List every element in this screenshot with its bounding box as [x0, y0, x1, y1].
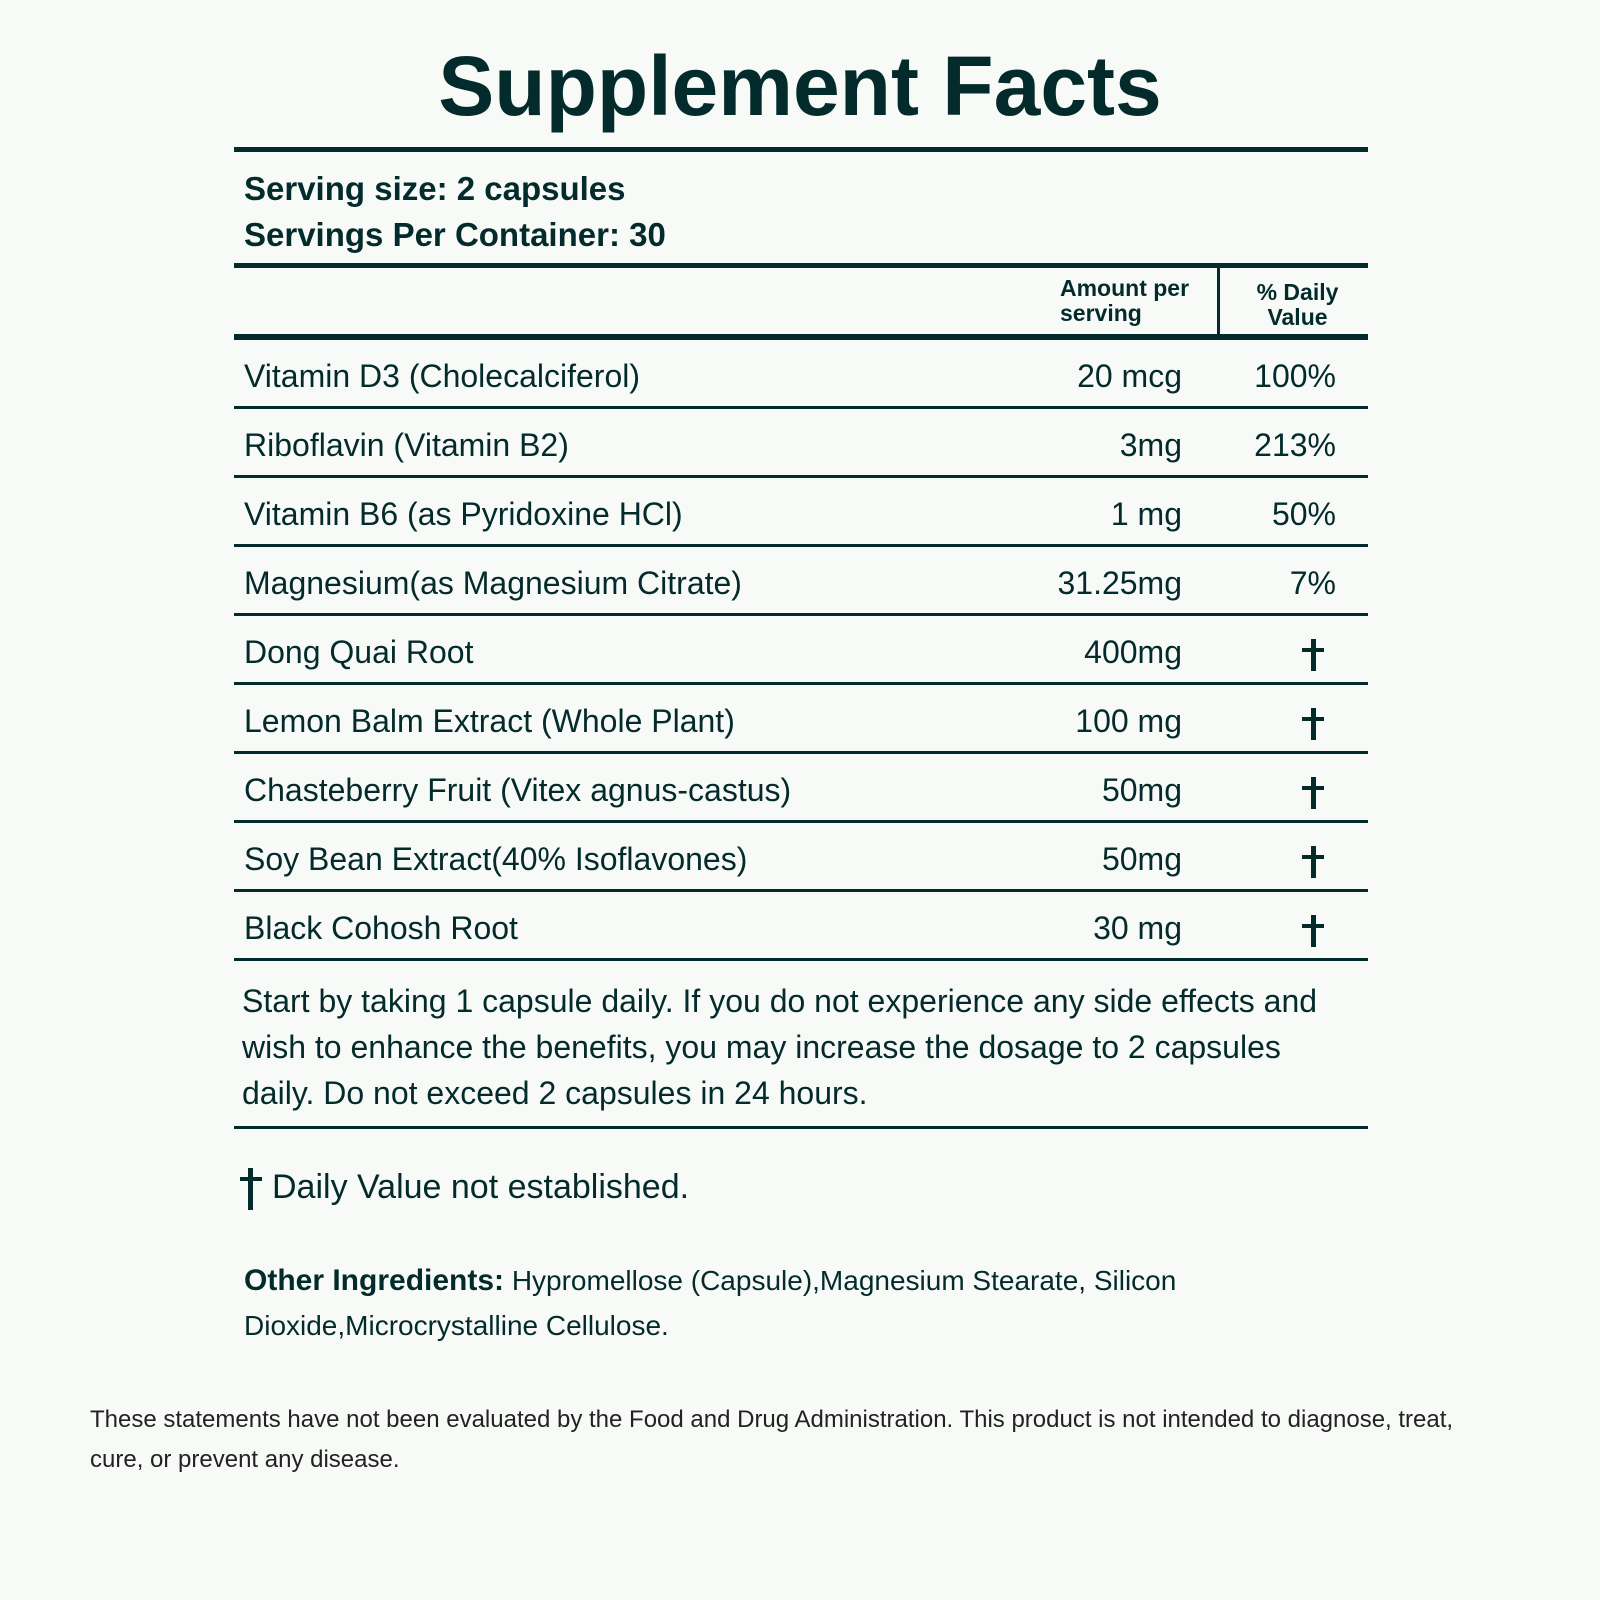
daily-value: 7% — [1289, 565, 1336, 601]
daily-value-cell — [1186, 358, 1336, 395]
ingredient-name: Soy Bean Extract(40% Isoflavones) — [244, 841, 748, 877]
table-row — [234, 685, 1368, 754]
other-ingredients-text: Hypromellose (Capsule),Magnesium Stearate, Silicon Dioxide,Microcrystalline Cellulose. — [244, 1265, 1177, 1341]
disclaimer: These statements have not been evaluated by the Food and Drug Administration. This product is not intended to diagnose, treat, cure, or prevent any disease. — [90, 1406, 1454, 1473]
other-ingredients-label: Other Ingredients: — [244, 1264, 505, 1297]
ingredient-name: Vitamin B6 (as Pyridoxine HCl) — [244, 496, 683, 532]
servings-per-container: Servings Per Container: 30 — [244, 216, 666, 253]
table-row — [234, 547, 1368, 616]
serving-size: Serving size: 2 capsules — [244, 170, 626, 207]
dagger-icon — [1302, 777, 1324, 809]
ingredient-amount: 50mg — [1101, 772, 1182, 808]
ingredient-name: Vitamin D3 (Cholecalciferol) — [244, 358, 640, 394]
ingredient-amount: 400mg — [1084, 634, 1182, 670]
column-divider — [1217, 268, 1220, 336]
dagger-icon — [1302, 915, 1324, 947]
ingredient-name: Dong Quai Root — [244, 634, 474, 670]
header-amount: Amount per serving — [1060, 275, 1190, 326]
dagger-icon — [1302, 708, 1324, 740]
header-daily-value: % Daily Value — [1256, 279, 1339, 330]
daily-value-cell — [1186, 634, 1336, 671]
ingredient-amount: 31.25mg — [1057, 565, 1182, 601]
table-row — [234, 340, 1368, 409]
table-row — [234, 823, 1368, 892]
table-row — [234, 616, 1368, 685]
ingredient-amount: 20 mcg — [1077, 358, 1182, 394]
daily-value: 100% — [1254, 358, 1336, 394]
ingredient-name: Chasteberry Fruit (Vitex agnus-castus) — [244, 772, 792, 808]
daily-value-cell — [1186, 841, 1336, 878]
footnote-text: Daily Value not established. — [272, 1168, 690, 1206]
ingredient-amount: 50mg — [1101, 841, 1182, 877]
directions: Start by taking 1 capsule daily. If you do not experience any side effects and wish to enhance the benefits, you may increase the dosage to 2 capsules daily. Do not exceed 2 capsules in 24 hours. — [242, 983, 1318, 1111]
daily-value-cell — [1186, 565, 1336, 602]
ingredient-amount: 1 mg — [1110, 496, 1182, 532]
ingredient-amount: 3mg — [1119, 427, 1182, 463]
divider — [234, 263, 1368, 268]
ingredient-name: Black Cohosh Root — [244, 910, 518, 946]
divider — [234, 1126, 1368, 1129]
footnote — [240, 1168, 689, 1210]
daily-value: 213% — [1254, 427, 1336, 463]
table-row — [234, 892, 1368, 961]
other-ingredients — [244, 1258, 1364, 1348]
ingredient-amount: 30 mg — [1093, 910, 1182, 946]
daily-value-cell — [1186, 703, 1336, 740]
ingredient-name: Magnesium(as Magnesium Citrate) — [244, 565, 742, 601]
daily-value: 50% — [1271, 496, 1336, 532]
dagger-icon — [240, 1168, 262, 1210]
table-row — [234, 409, 1368, 478]
page-title: Supplement Facts — [438, 39, 1162, 133]
daily-value-cell — [1186, 427, 1336, 464]
ingredient-name: Riboflavin (Vitamin B2) — [244, 427, 569, 463]
dagger-icon — [1302, 639, 1324, 671]
divider — [234, 147, 1368, 152]
table-row — [234, 478, 1368, 547]
daily-value-cell — [1186, 496, 1336, 533]
ingredient-name: Lemon Balm Extract (Whole Plant) — [244, 703, 735, 739]
dagger-icon — [1302, 846, 1324, 878]
table-row — [234, 754, 1368, 823]
daily-value-cell — [1186, 772, 1336, 809]
ingredient-amount: 100 mg — [1075, 703, 1182, 739]
daily-value-cell — [1186, 910, 1336, 947]
